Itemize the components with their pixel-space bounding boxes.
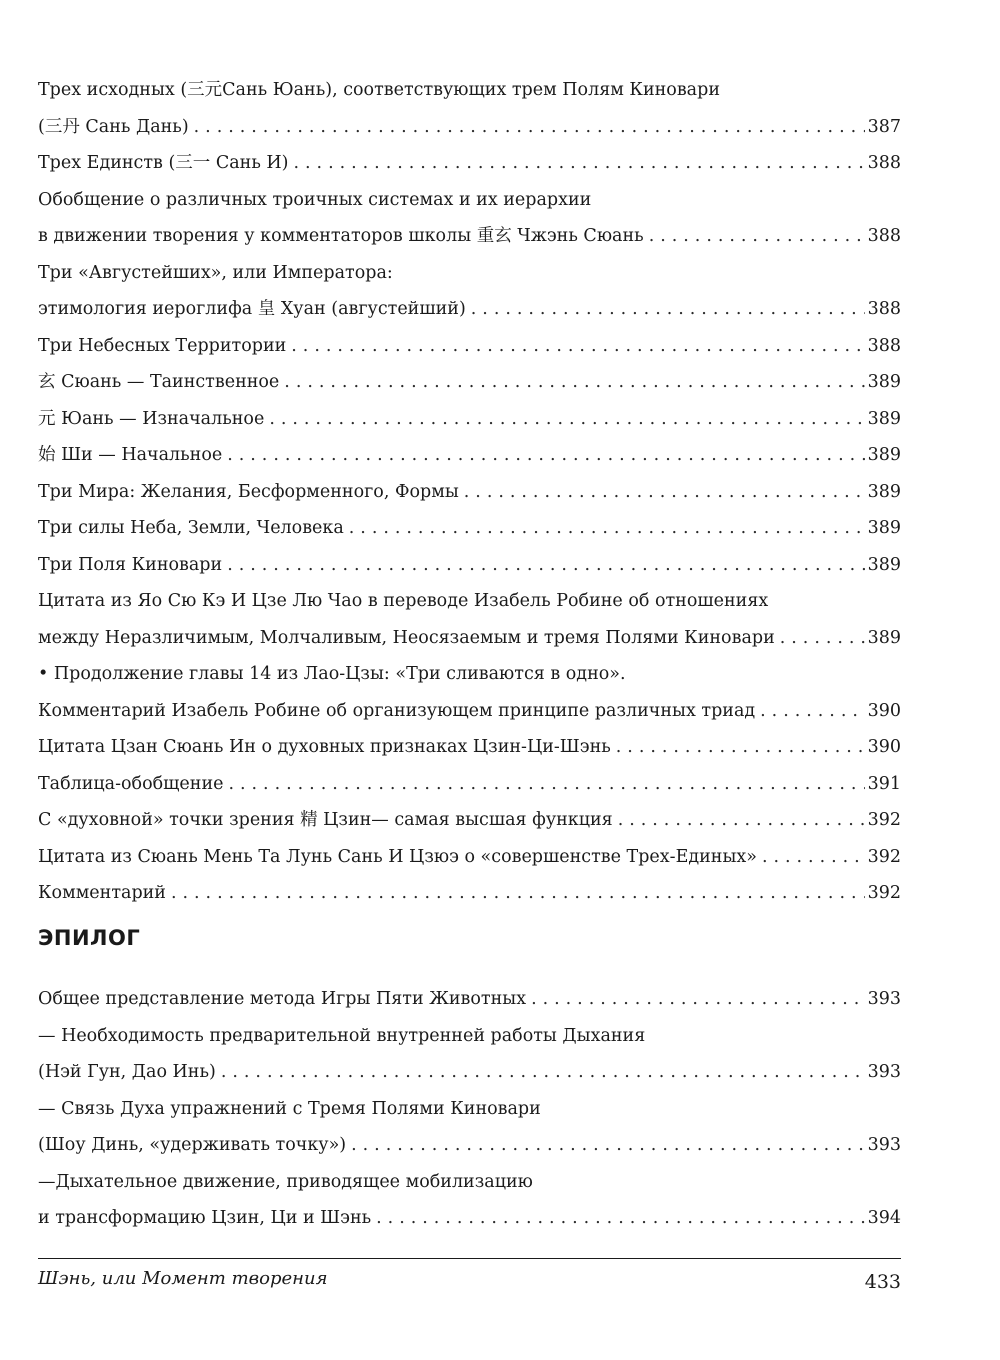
leader-dots [269, 401, 864, 438]
toc-line [38, 182, 901, 219]
toc-page-number: 389 [867, 408, 901, 429]
toc-page-number: 392 [867, 846, 901, 867]
toc-entry-text: Три Поля Киновари [38, 554, 223, 575]
toc-entry-text: Трех Единств (三一 Сань И) [38, 153, 289, 173]
toc-line [38, 218, 901, 255]
toc-line [38, 583, 901, 620]
section-heading-epilog: ЭПИЛОГ [38, 926, 141, 950]
toc-entry-text: Три Мира: Желания, Бесформенного, Формы [38, 481, 459, 502]
toc-page-number: 389 [867, 627, 901, 648]
leader-dots [227, 437, 864, 474]
toc-line [38, 1018, 901, 1055]
toc-list [38, 72, 901, 912]
toc-page-number: 389 [867, 445, 901, 465]
toc-page-number: 388 [867, 153, 901, 173]
toc-page-number: 388 [867, 299, 901, 319]
toc-entry-text: и трансформацию Цзин, Ци и Шэнь [38, 1208, 372, 1228]
toc-entry-text: Комментарий Изабель Робине об организующем принципе различных триад [38, 700, 756, 721]
running-footer-title: Шэнь, или Момент творения [38, 1268, 328, 1289]
toc-page-number: 388 [867, 226, 901, 246]
leader-dots [284, 364, 864, 401]
leader-dots [760, 693, 864, 730]
leader-dots [227, 547, 864, 584]
toc-entry-text: Цитата Цзан Сюань Ин о духовных признаках Цзин-Ци-Шэнь [38, 737, 611, 757]
toc-page-number: 388 [867, 335, 901, 356]
toc-line [38, 328, 901, 365]
toc-line [38, 729, 901, 766]
footer-rule [38, 1258, 901, 1259]
toc-page-number: 387 [867, 116, 901, 137]
toc-entry-text: (三丹 Сань Дань) [38, 116, 189, 137]
toc-line [38, 1054, 901, 1091]
toc-entry-text: между Неразличимым, Молчаливым, Неосязаемым и тремя Полями Киновари [38, 627, 775, 648]
toc-entry-text: (Нэй Гун, Дао Инь) [38, 1062, 216, 1082]
toc-line [38, 839, 901, 876]
toc-line [38, 109, 901, 146]
leader-dots [616, 729, 865, 766]
toc-entry-text: Таблица-обобщение [38, 773, 224, 794]
leader-dots [291, 328, 864, 365]
toc-entry-text: 玄 Сюань — Таинственное [38, 372, 280, 392]
toc-entry-text: Трех исходных (三元Сань Юань), соответствующих трем Полям Киновари [38, 80, 720, 100]
leader-dots [221, 1054, 865, 1091]
toc-line [38, 693, 901, 730]
leader-dots [618, 802, 865, 839]
toc-page-number: 391 [867, 773, 901, 794]
toc-entry-text: Цитата из Яо Сю Кэ И Цзе Лю Чао в переводе Изабель Робине об отношениях [38, 591, 769, 611]
toc-entry-text: • Продолжение главы 14 из Лао-Цзы: «Три сливаются в одно». [38, 664, 626, 684]
toc-line [38, 1164, 901, 1201]
leader-dots [349, 510, 865, 547]
toc-entry-text: Цитата из Сюань Мень Та Лунь Сань И Цзюэ о «совершенстве Трех-Единых» [38, 846, 757, 867]
toc-entry-text: — Необходимость предварительной внутренней работы Дыхания [38, 1025, 646, 1046]
toc-line [38, 474, 901, 511]
leader-dots [531, 981, 865, 1018]
toc-entry-text: —Дыхательное движение, приводящее мобилизацию [38, 1171, 533, 1192]
toc-line [38, 255, 901, 292]
toc-entry-text: этимология иероглифа 皇 Хуан (августейший) [38, 299, 466, 319]
leader-dots [351, 1127, 864, 1164]
toc-line [38, 291, 901, 328]
toc-entry-text: 元 Юань — Изначальное [38, 408, 265, 429]
toc-line [38, 510, 901, 547]
toc-entry-text: Три «Августейших», или Императора: [38, 262, 393, 283]
toc-line [38, 620, 901, 657]
toc-line [38, 656, 901, 693]
toc-page-number: 394 [867, 1208, 901, 1228]
toc-page-number: 390 [867, 700, 901, 721]
toc-entry-text: — Связь Духа упражнений с Тремя Полями Киновари [38, 1098, 541, 1119]
leader-dots [194, 109, 865, 146]
toc-page-number: 389 [867, 518, 901, 538]
toc-line [38, 401, 901, 438]
toc-page-number: 389 [867, 481, 901, 502]
toc-entry-text: Три силы Неба, Земли, Человека [38, 518, 344, 538]
toc-line [38, 547, 901, 584]
epilog-toc-list [38, 981, 901, 1237]
toc-entry-text: Комментарий [38, 883, 166, 903]
leader-dots [464, 474, 865, 511]
toc-page-number: 389 [867, 372, 901, 392]
leader-dots [171, 875, 865, 912]
toc-line [38, 364, 901, 401]
toc-page-number: 392 [867, 810, 901, 830]
leader-dots [780, 620, 865, 657]
toc-entry-text: С «духовной» точки зрения 精 Цзин— самая высшая функция [38, 810, 613, 830]
leader-dots [228, 766, 864, 803]
leader-dots [471, 291, 865, 328]
toc-line [38, 437, 901, 474]
toc-page-number: 390 [867, 737, 901, 757]
toc-entry-text: Обобщение о различных троичных системах и их иерархии [38, 189, 592, 210]
toc-line [38, 145, 901, 182]
leader-dots [376, 1200, 864, 1237]
toc-page-number: 393 [867, 989, 901, 1009]
toc-entry-text: 始 Ши — Начальное [38, 445, 223, 465]
toc-entry-text: Общее представление метода Игры Пяти Животных [38, 989, 527, 1009]
toc-line [38, 766, 901, 803]
leader-dots [649, 218, 865, 255]
page-number: 433 [864, 1271, 901, 1293]
toc-line [38, 1200, 901, 1237]
toc-line [38, 802, 901, 839]
toc-entry-text: в движении творения у комментаторов школы 重玄 Чжэнь Сюань [38, 226, 644, 246]
toc-line [38, 1127, 901, 1164]
leader-dots [762, 839, 865, 876]
toc-page-number: 389 [867, 554, 901, 575]
toc-line [38, 1091, 901, 1128]
toc-line [38, 875, 901, 912]
toc-line [38, 72, 901, 109]
toc-entry-text: Три Небесных Территории [38, 335, 287, 356]
toc-entry-text: (Шоу Динь, «удерживать точку») [38, 1135, 347, 1155]
toc-page-number: 392 [867, 883, 901, 903]
toc-page-number: 393 [867, 1062, 901, 1082]
toc-page-number: 393 [867, 1135, 901, 1155]
leader-dots [294, 145, 865, 182]
toc-line [38, 981, 901, 1018]
